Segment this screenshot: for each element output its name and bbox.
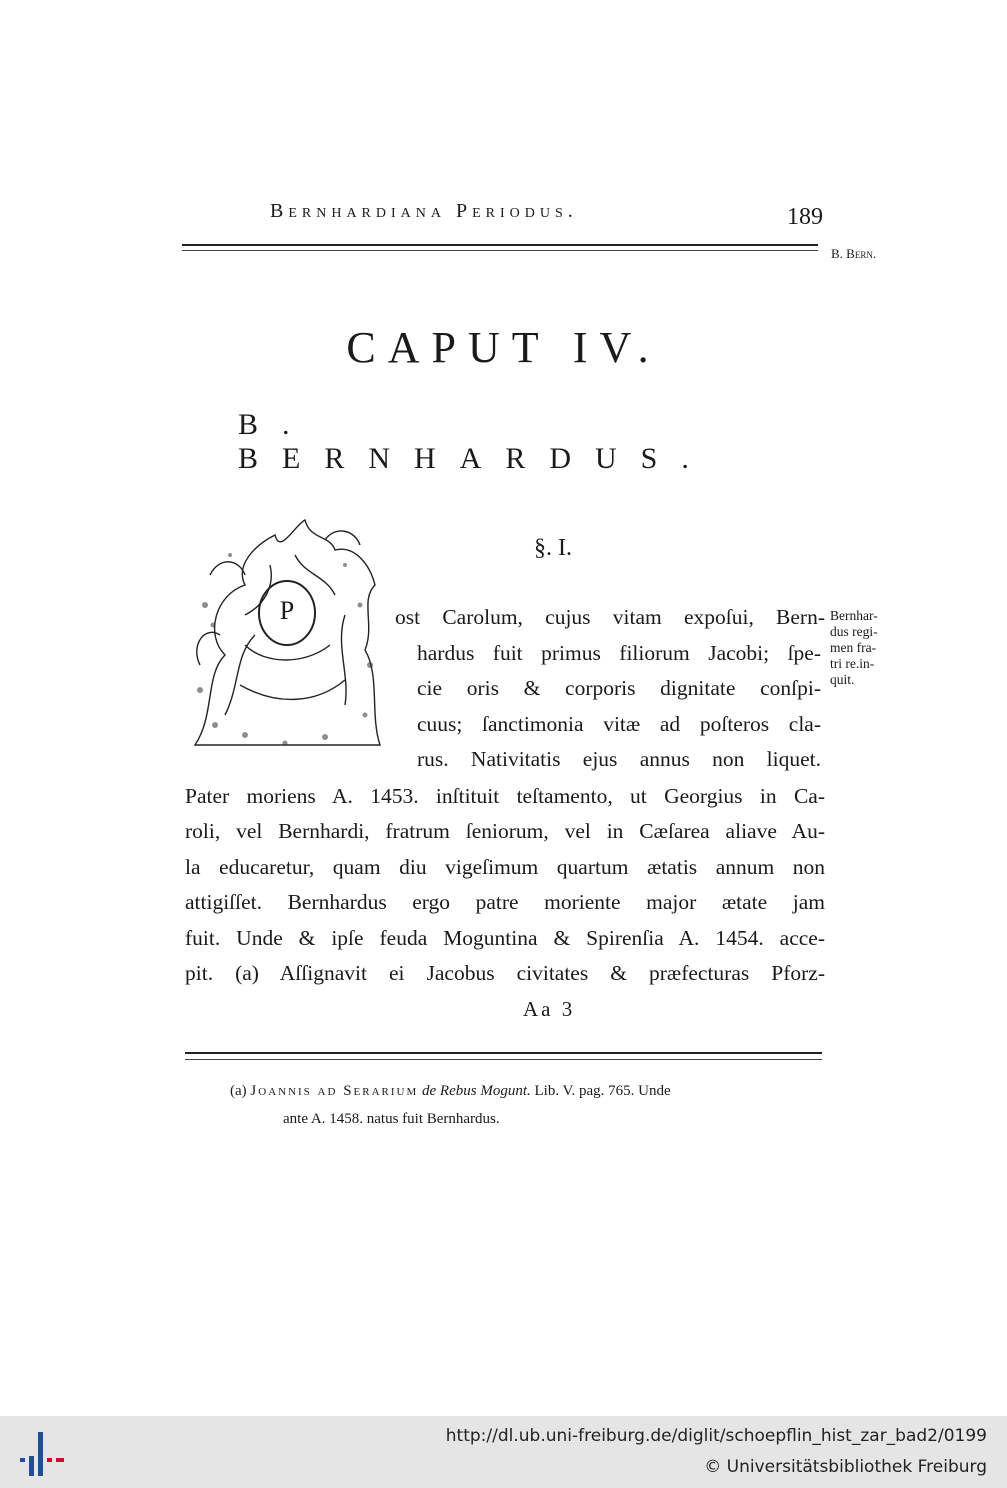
margin-note-line: quit. xyxy=(830,672,855,687)
footnote-author: Joannis ad Serarium xyxy=(250,1083,419,1099)
copyright-notice: © Universitätsbibliothek Freiburg xyxy=(704,1457,987,1477)
header-rule-thin xyxy=(182,250,818,251)
body-line: roli, vel Bernhardi, fratrum ſeniorum, vel in Cæſarea aliave Au- xyxy=(185,819,825,843)
body-line: la educaretur, quam diu vigeſimum quartum ætatis annum non xyxy=(185,855,825,879)
footnote-work: de Rebus Mogunt. xyxy=(422,1083,531,1099)
running-title: Bernhardiana Periodus. xyxy=(270,200,578,222)
body-line: Pater moriens A. 1453. inſtituit teſtamento, ut Georgius in Ca- xyxy=(185,784,825,808)
footnote-line xyxy=(230,1080,671,1102)
ornamental-initial-icon xyxy=(185,515,387,755)
marginal-label: B. Bern. xyxy=(831,246,877,261)
footnote-line-2: ante A. 1458. natus fuit Bernhardus. xyxy=(283,1111,500,1127)
body-line: cie oris & corporis dignitate conſpi- xyxy=(417,676,821,700)
body-line: pit. (a) Aſſignavit ei Jacobus civitates & præfecturas Pforz- xyxy=(185,961,825,985)
viewer-footer-bar xyxy=(0,1416,1007,1488)
body-line: attigiſſet. Bernhardus ergo patre moriente major ætate jam xyxy=(185,890,825,914)
footnote-ref: Lib. V. pag. 765. Unde xyxy=(534,1083,671,1099)
library-logo-icon xyxy=(20,1428,66,1478)
signature-mark: Aa 3 xyxy=(523,997,576,1021)
chapter-title: CAPUT IV. xyxy=(346,323,661,372)
section-mark: §. I. xyxy=(534,535,572,561)
margin-note xyxy=(830,608,910,688)
body-line: fuit. Unde & ipſe feuda Moguntina & Spirenſia A. 1454. acce- xyxy=(185,926,825,950)
page-number: 189 xyxy=(787,204,823,230)
body-line: rus. Nativitatis ejus annus non liquet. xyxy=(417,747,821,771)
footnote-rule xyxy=(185,1052,822,1054)
body-line: cuus; ſanctimonia vitæ ad poſteros cla- xyxy=(417,712,821,736)
body-line: hardus fuit primus filiorum Jacobi; ſpe- xyxy=(417,641,821,665)
permalink-url[interactable]: http://dl.ub.uni-freiburg.de/diglit/schoepflin_hist_zar_bad2/0199 xyxy=(445,1426,987,1446)
margin-note-line: dus regi- xyxy=(830,624,878,639)
chapter-subtitle: B. BERNHARDUS. xyxy=(238,408,713,475)
header-rule xyxy=(182,244,818,246)
margin-note-line: tri re.in- xyxy=(830,656,875,671)
footnote-marker: (a) xyxy=(230,1083,247,1099)
initial-letter: P xyxy=(279,596,295,625)
footnote-rule-thin xyxy=(185,1059,822,1060)
body-line: ost Carolum, cujus vitam expoſui, Bern- xyxy=(395,605,825,629)
margin-note-line: Bernhar- xyxy=(830,608,878,623)
margin-note-line: men fra- xyxy=(830,640,877,655)
